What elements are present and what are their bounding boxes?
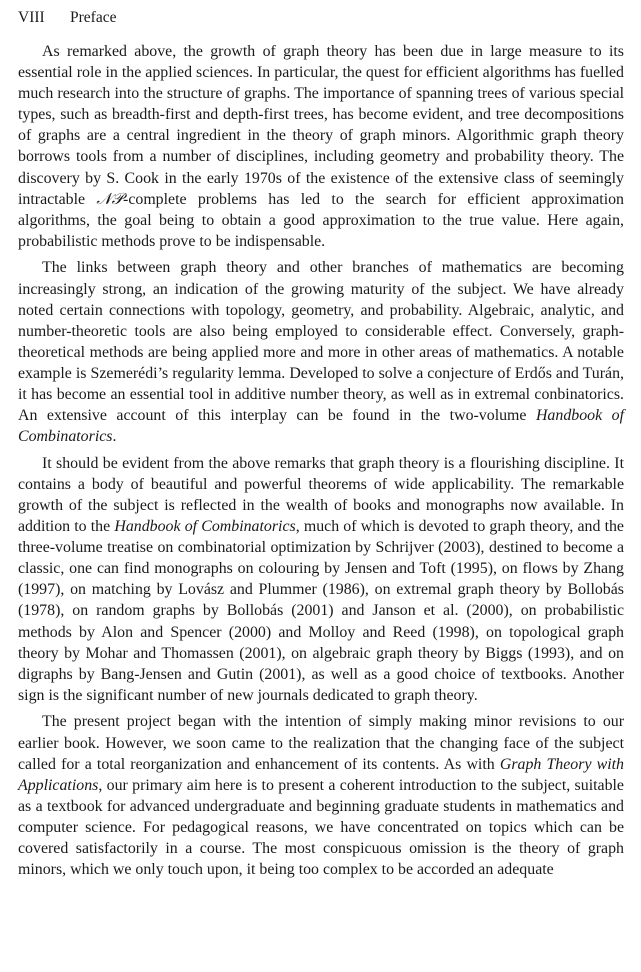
book-title-handbook: Handbook of Combinatorics [114,518,296,536]
body-text [18,41,624,886]
paragraph-present-project: The present project began with the intention of simply making minor revisions to our earlier book. However, we soon came to the realization that the changing face of the subject called for a total reorganization and enhancement of its contents. As with Graph Theory with Applications, our primary aim here is to present a coherent introduction to the subject, suitable as a textbook for advanced undergraduate and beginning graduate students in mathematics and computer science. For pedagogical reasons, we have concentrated on topics which can be covered satisfactorily in a course. The most conspicuous omission is the theory of graph minors, which we only touch upon, it being too complex to be accorded an adequate [18,713,625,879]
paragraph-flourishing-discipline: It should be evident from the above remarks that graph theory is a flourishing discipline. It contains a body of beautiful and powerful theorems of wide applicability. The remarkable growth of the subject is reflected in the wealth of books and monographs now available. In addition to the Handbook of Combinatorics, much of which is devoted to graph theory, and the three-volume treatise on combinatorial optimization by Schrijver (2003), destined to become a classic, one can find monographs on colouring by Jensen and Toft (1995), on flows by Zhang (1997), on matching by Lovász and Plummer (1986), on extremal graph theory by Bollobás (1978), on random graphs by Bollobás (2001) and Janson et al. (2000), on probabilistic methods by Alon and Spencer (2000) and Molloy and Reed (1998), on topological graph theory by Mohar and Thomassen (2001), on algebraic graph theory by Biggs (1993), and on digraphs by Bang-Jensen and Gutin (2001), as well as a good choice of textbooks. Another sign is the significant number of new journals dedicated to graph theory. [18,454,624,704]
np-complete-symbol: 𝒩𝒫 [96,190,124,208]
paragraph-applied-sciences: As remarked above, the growth of graph theory has been due in large measure to its essential role in the applied sciences. In particular, the quest for efficient algorithms has fuelled much research into the structure of graphs. The importance of spanning trees of various special types, such as breadth-first and depth-first trees, has become evident, and tree decompositions of graphs are a central ingredient in the theory of graph minors. Algorithmic graph theory borrows tools from a number of disciplines, including geometry and probability theory. The discovery by S. Cook in the early 1970s of the existence of the extensive class of seemingly intractable 𝒩𝒫-complete problems has led to the search for efficient approximation algorithms, the goal being to obtain a good approximation to the true value. Here again, probabilistic methods prove to be indispensable. [18,43,624,250]
running-head [18,9,116,27]
book-title-gtwa: Graph Theory with Applications [18,755,625,794]
section-title: Preface [70,9,117,26]
page-number: VIII [18,9,45,26]
book-title-handbook: Handbook of Combinatorics [18,407,624,446]
paragraph-links-mathematics: The links between graph theory and other branches of mathematics are becoming increasingly strong, an indication of the growing maturity of the subject. We have already noted certain connections with topology, geometry, and probability. Algebraic, analytic, and number-theoretic tools are also being employed to considerable effect. Conversely, graph-theoretical methods are being applied more and more in other areas of mathematics. A notable example is Szemerédi’s regularity lemma. Developed to solve a conjecture of Erdős and Turán, it has become an essential tool in additive number theory, as well as in extremal conbinatorics. An extensive account of this interplay can be found in the two-volume Handbook of Combinatorics. [18,259,624,446]
